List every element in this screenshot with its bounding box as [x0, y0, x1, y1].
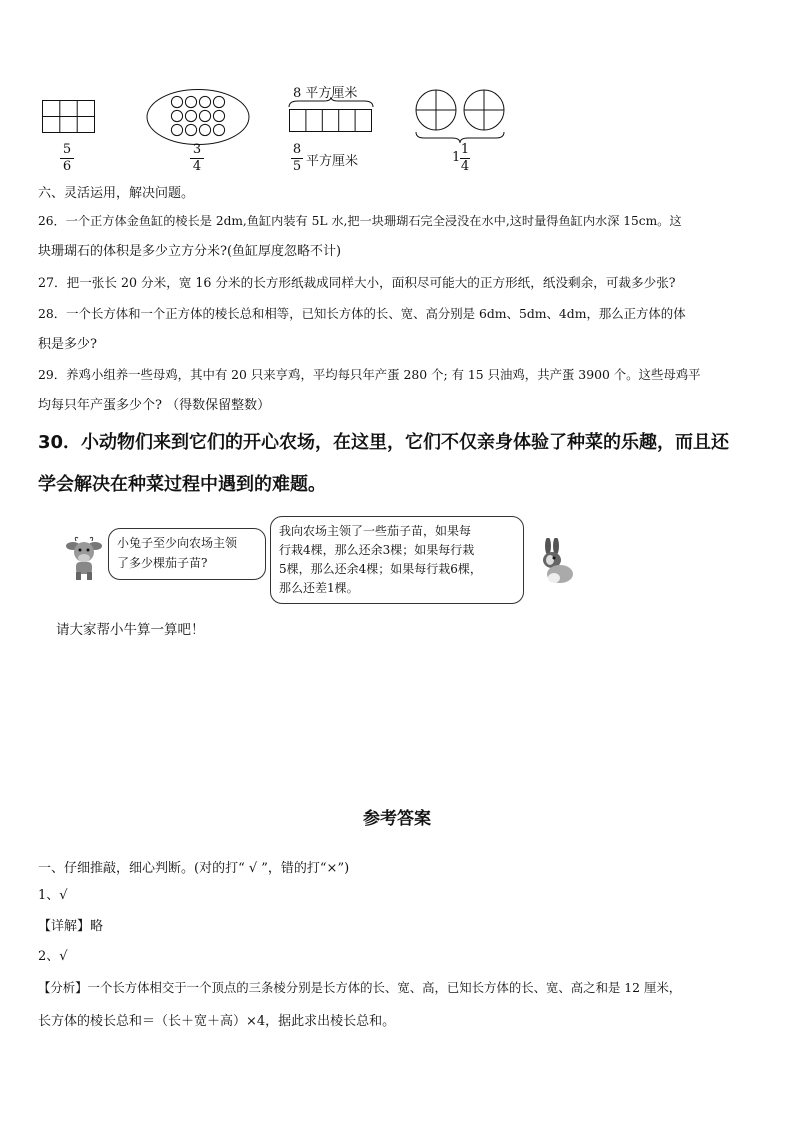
q28-line1: 28．一个长方体和一个正方体的棱长总和相等，已知长方体的长、宽、高分别是 6dm、5dm、4dm，那么正方体的体	[38, 306, 686, 321]
quartered-circles-figure	[414, 88, 508, 144]
mixed-number-fraction: 1 4	[460, 142, 470, 174]
segmented-bar-figure	[288, 97, 374, 137]
calf-speech-bubble	[108, 528, 266, 580]
rabbit-bubble-line2: 行栽4棵，那么还余3棵；如果每行栽	[279, 543, 475, 557]
answer-1-detail: 【详解】略	[38, 919, 104, 934]
q30-line2: 学会解决在种菜过程中遇到的难题。	[38, 474, 326, 495]
q28-line2: 积是多少?	[38, 337, 97, 352]
q29-line1: 29．养鸡小组养一些母鸡，其中有 20 只来亨鸡，平均每只年产蛋 280 个; 有 15 只油鸡，共产蛋 3900 个。这些母鸡平	[38, 367, 701, 382]
rabbit-bubble-line4: 那么还差1棵。	[279, 581, 359, 595]
rabbit-bubble-line3: 5棵，那么还余4棵；如果每行栽6棵，	[279, 562, 482, 576]
fraction-eight-fifths: 8 5	[292, 142, 302, 174]
q26-line2: 块珊瑚石的体积是多少立方分米?(鱼缸厚度忽略不计)	[38, 244, 342, 259]
section6-title: 六、灵活运用，解决问题。	[38, 186, 195, 201]
q30-prompt: 请大家帮小牛算一算吧！	[56, 622, 205, 638]
calf-bubble-line2: 了多少棵茄子苗?	[117, 556, 208, 570]
grid-rectangle-figure	[42, 100, 96, 134]
answers-title: 参考答案	[363, 809, 431, 829]
answer-2: 2、√	[38, 949, 68, 964]
answer-2-analysis-line1: 【分析】一个长方体相交于一个顶点的三条棱分别是长方体的长、宽、高，已知长方体的长、宽、高之和是 12 厘米，	[38, 980, 682, 995]
area-label: 8 平方厘米	[293, 86, 358, 101]
fraction-unit: 平方厘米	[306, 154, 359, 169]
answer-1: 1、√	[38, 888, 68, 903]
answers-section1-title: 一、仔细推敲，细心判断。(对的打“ √ ”，错的打“×”)	[38, 861, 350, 876]
fraction-three-quarters: 3 4	[190, 143, 204, 174]
q30-line1: 30．小动物们来到它们的开心农场，在这里，它们不仅亲身体验了种菜的乐趣，而且还	[38, 432, 730, 453]
q29-line2: 均每只年产蛋多少个? （得数保留整数）	[38, 398, 271, 413]
rabbit-bubble-line1: 我向农场主领了一些茄子苗，如果每	[279, 524, 472, 538]
calf-bubble-line1: 小兔子至少向农场主领	[117, 536, 238, 550]
rabbit-illustration	[536, 538, 576, 586]
answer-2-analysis-line2: 长方体的棱长总和＝（长＋宽＋高）×4，据此求出棱长总和。	[38, 1014, 396, 1029]
mixed-number-whole: 1	[452, 150, 461, 165]
fraction-five-sixths: 5 6	[60, 143, 74, 174]
q26-line1: 26．一个正方体金鱼缸的棱长是 2dm,鱼缸内装有 5L 水,把一块珊瑚石完全浸没在水中,这时量得鱼缸内水深 15cm。这	[38, 214, 682, 228]
q27: 27．把一张长 20 分米，宽 16 分米的长方形纸裁成同样大小，面积尽可能大的正方形纸，纸没剩余，可裁多少张?	[38, 275, 676, 290]
ellipse-circles-figure	[146, 88, 250, 146]
rabbit-speech-bubble	[270, 516, 524, 604]
calf-illustration	[64, 536, 104, 582]
